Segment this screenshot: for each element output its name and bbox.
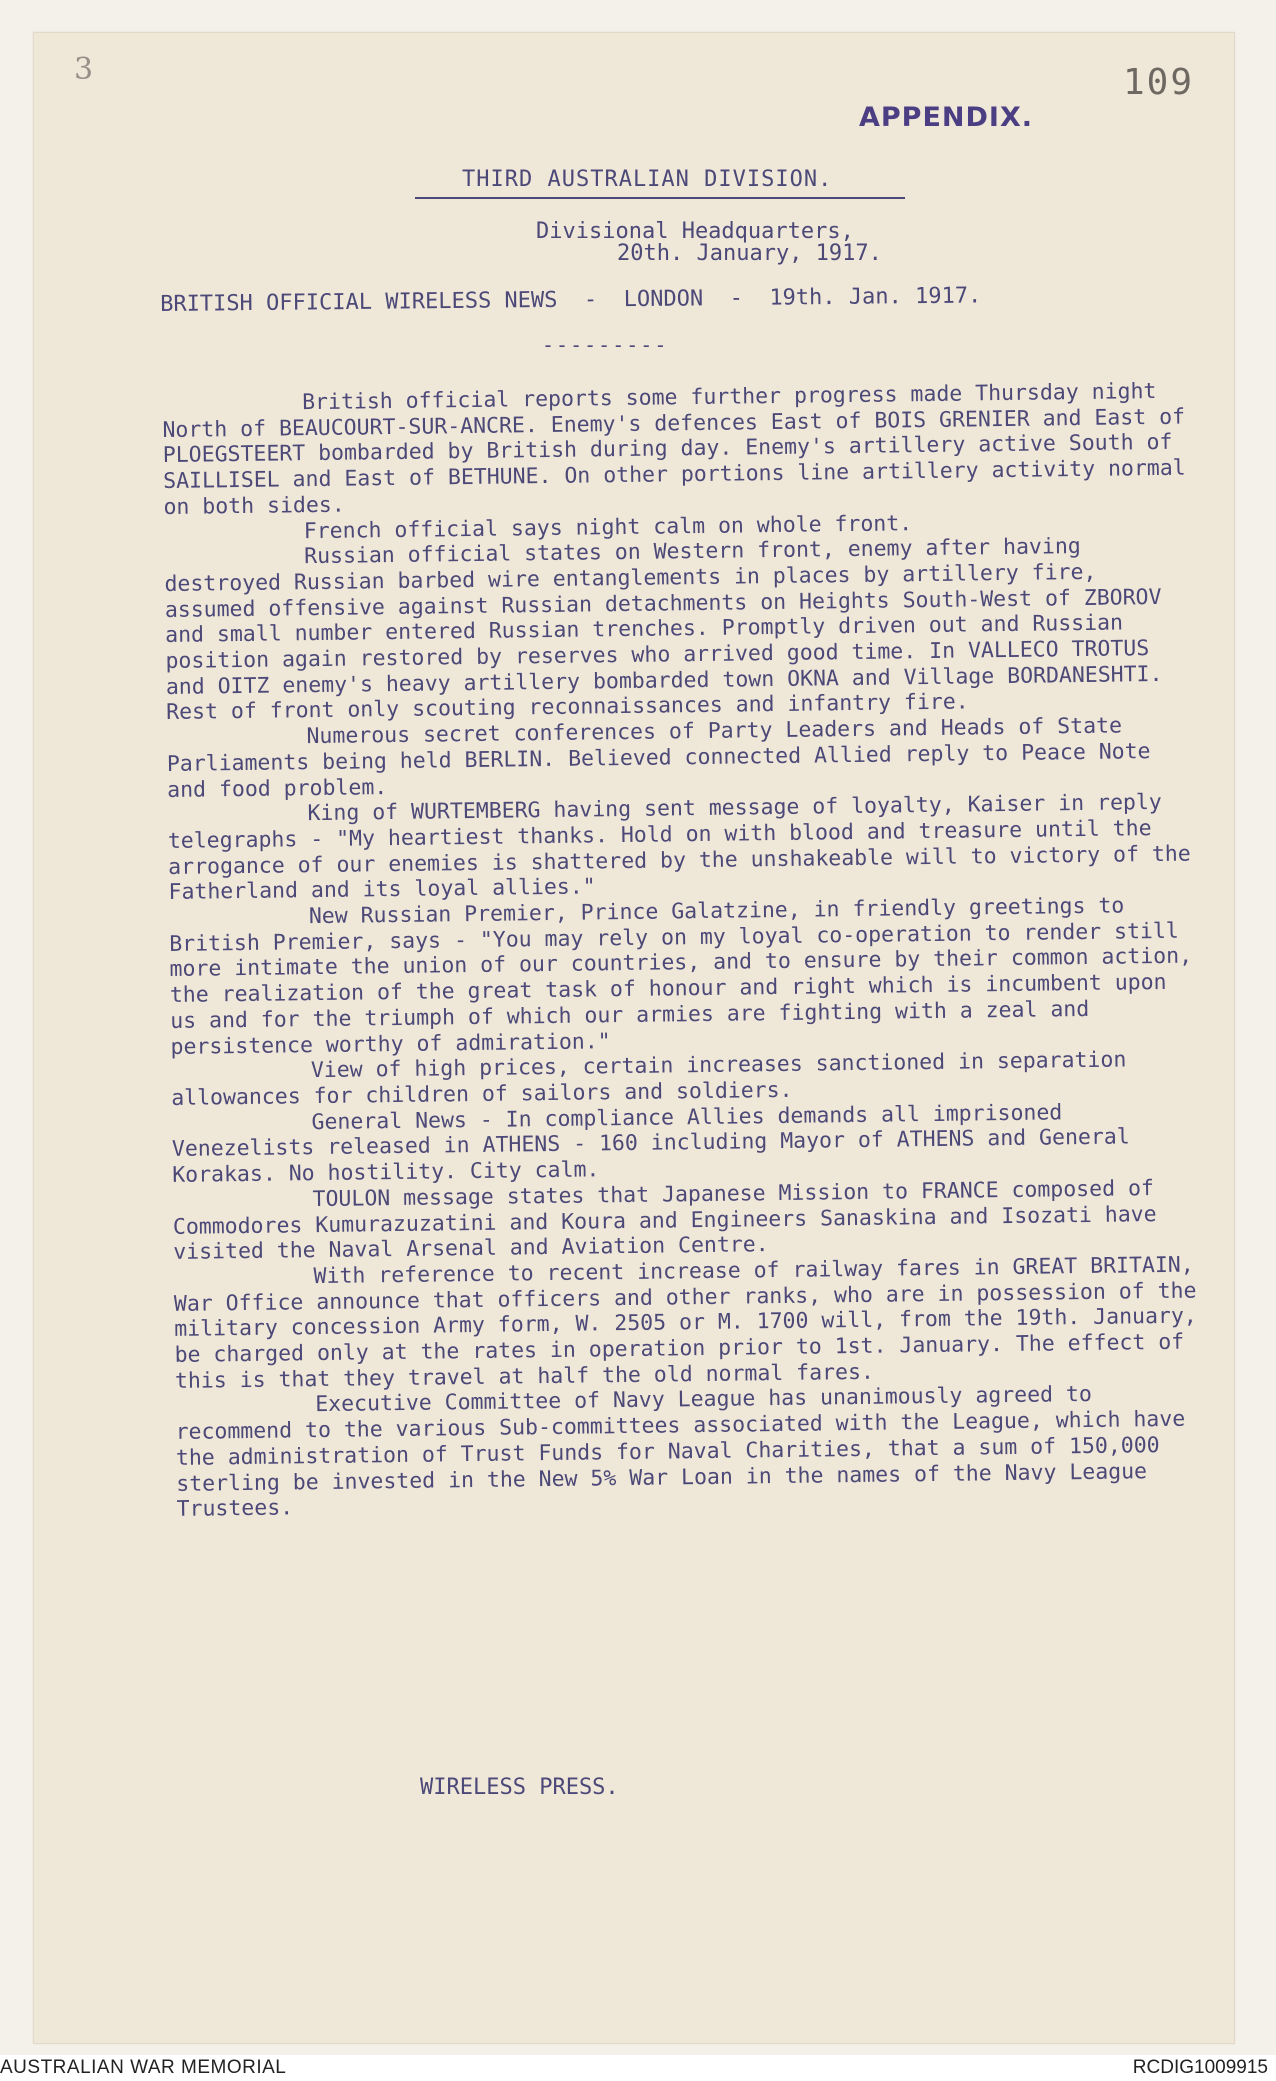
headquarters-line: Divisional Headquarters, (536, 219, 854, 244)
footer-record-id: RCDIG1009915 (1132, 2057, 1268, 2078)
paragraph: With reference to recent increase of railway fares in GREAT BRITAIN, War Office announce that officers and other ranks, who are in possession of the military concession Army form, W. 2505 or M. 1700 will, from the 19th. January, be charged only at the rates in operation prior to 1st. January. The effect of this is that they travel at half the old normal fares. (173, 1252, 1197, 1394)
footer-source: AUSTRALIAN WAR MEMORIAL (0, 2057, 287, 2078)
paragraph: General News - In compliance Allies demands all imprisoned Venezelists released in ATHENS - 160 including Mayor of ATHENS and General Korakas. No hostility. City calm. (171, 1099, 1130, 1189)
heading-rule: --------- (542, 333, 669, 357)
paragraph: French official says night calm on whole front. (303, 510, 913, 544)
signoff: WIRELESS PRESS. (420, 1775, 619, 1800)
paragraph: TOULON message states that Japanese Mission to FRANCE composed of Commodores Kumurazuzatini and Koura and Engineers Sanaskina and Isozati have visited the Naval Arsenal and Aviation Centre. (172, 1175, 1157, 1266)
paragraph: Executive Committee of Navy League has unanimously agreed to recommend to the various Sub-committees associated with the League, which have the administration of Trust Funds for Naval Charities, that a sum of 150,000 sterling be invested in the New 5% War Loan in the names of the Navy League Trustees. (175, 1382, 1186, 1523)
paragraph: British official reports some further progress made Thursday night North of BEAUCOURT-SUR-ANCRE. Enemy's defences East of BOIS GRENIER and East of PLOEGSTEERT bombarded by British during day. Enemy's artillery active South of SAILLISEL and East of BETHUNE. On other portions line artillery activity normal on both sides. (162, 378, 1186, 520)
document-body (162, 379, 1207, 1523)
paragraph: King of WURTEMBERG having sent message of loyalty, Kaiser in reply telegraphs - "My heartiest thanks. Hold on with blood and treasure until the arrogance of our enemies is shattered by the unshakeable will to victory of the Fatherland and its loyal allies." (167, 790, 1191, 906)
paragraph: Russian official states on Western front, enemy after having destroyed Russian barbed wire entanglements in places by artillery fire, assumed offensive against Russian detachments on Heights South-West of ZBOROV and small number entered Russian trenches. Promptly driven out and Russian position again restored by reserves who arrived good time. In VALLECO TROTUS and OITZ enemy's heavy artillery bombarded town OKNA and Village BORDANESHTI. Rest of front only scouting reconnaissances and infantry fire. (164, 534, 1163, 726)
division-title: THIRD AUSTRALIAN DIVISION. (462, 167, 833, 192)
document-heading: BRITISH OFFICIAL WIRELESS NEWS - LONDON - 19th. Jan. 1917. (160, 283, 982, 317)
title-underline (415, 197, 905, 199)
paragraph: New Russian Premier, Prince Galatzine, in friendly greetings to British Premier, says - "You may rely on my loyal co-operation to render still more intimate the union of our countries, and to ensure by their common action, the realization of the great task of honour and right which is incumbent upon us and for the triumph of which our armies are fighting with a zeal and persistence worthy of admiration." (169, 893, 1193, 1060)
pencil-mark: 3 (74, 52, 94, 87)
paragraph: View of high prices, certain increases sanctioned in separation allowances for children of sailors and soldiers. (171, 1047, 1127, 1111)
footer-bar (0, 2055, 1276, 2081)
appendix-stamp: APPENDIX. (859, 102, 1034, 133)
date-line: 20th. January, 1917. (617, 241, 882, 266)
page-number: 109 (1123, 62, 1195, 103)
paragraph: Numerous secret conferences of Party Leaders and Heads of State Parliaments being held BERLIN. Believed connected Allied reply to Peace Note and food problem. (166, 713, 1151, 803)
